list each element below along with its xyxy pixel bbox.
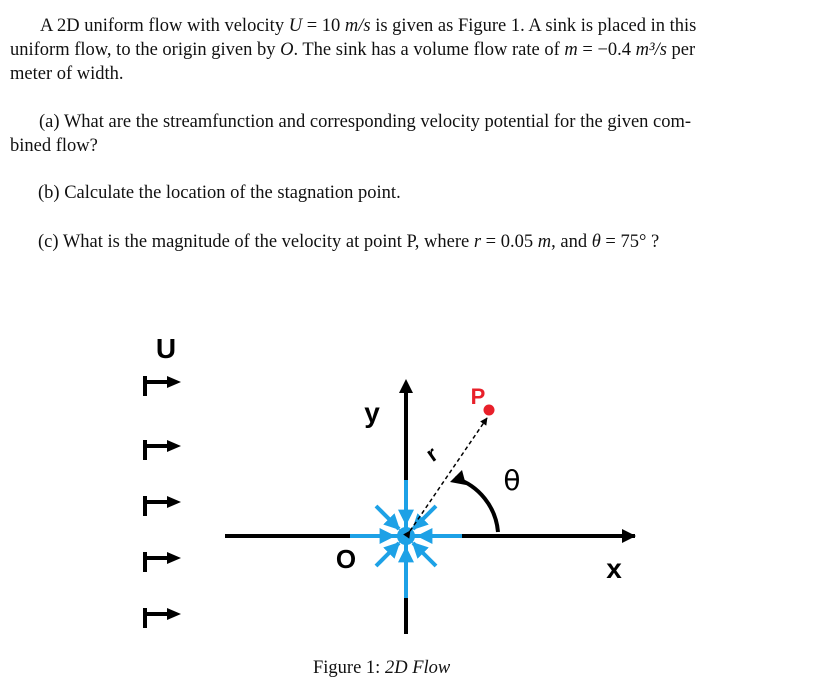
radius-line — [410, 418, 487, 531]
uniform-flow-arrow — [145, 608, 181, 628]
part-a-line-1: (a) What are the streamfunction and corresponding velocity potential for the given com- — [39, 112, 692, 132]
uniform-flow-arrow — [145, 440, 181, 460]
intro-line-3: meter of width. — [10, 64, 124, 84]
part-b-question: (b) Calculate the location of the stagnation point. — [38, 183, 401, 203]
label-O: O — [335, 544, 357, 574]
uniform-flow-arrow — [145, 552, 181, 572]
uniform-flow-arrow — [145, 496, 181, 516]
sink-point — [397, 527, 415, 545]
label-y: y — [364, 397, 380, 428]
uniform-flow-arrows — [145, 376, 181, 628]
y-axis-arrowhead — [399, 379, 413, 393]
part-c-question: (c) What is the magnitude of the velocity at point P, where r = 0.05 m, and θ = 75° ? — [38, 232, 660, 252]
label-r: r — [421, 441, 443, 467]
label-theta: θ — [503, 464, 521, 497]
sink-inflow-arrow — [376, 543, 399, 566]
part-a-line-2: bined flow? — [10, 136, 98, 156]
label-x: x — [606, 553, 622, 584]
uniform-flow-arrow — [145, 376, 181, 396]
label-P: P — [470, 384, 486, 409]
theta-arc — [455, 478, 498, 532]
x-axis-arrowhead — [622, 529, 636, 543]
intro-line-2: uniform flow, to the origin given by O. The sink has a volume flow rate of m = −0.4 m³/s per — [10, 40, 696, 60]
sink-inflow-arrow — [413, 506, 436, 529]
label-U: U — [155, 333, 177, 364]
figure-caption: Figure 1: 2D Flow — [313, 658, 451, 678]
sink-inflow-arrow — [376, 506, 399, 529]
theta-arc-arrowhead — [450, 470, 466, 485]
intro-line-1: A 2D uniform flow with velocity U = 10 m/s is given as Figure 1. A sink is placed in this — [40, 16, 697, 36]
sink-inflow-arrow — [413, 543, 436, 566]
